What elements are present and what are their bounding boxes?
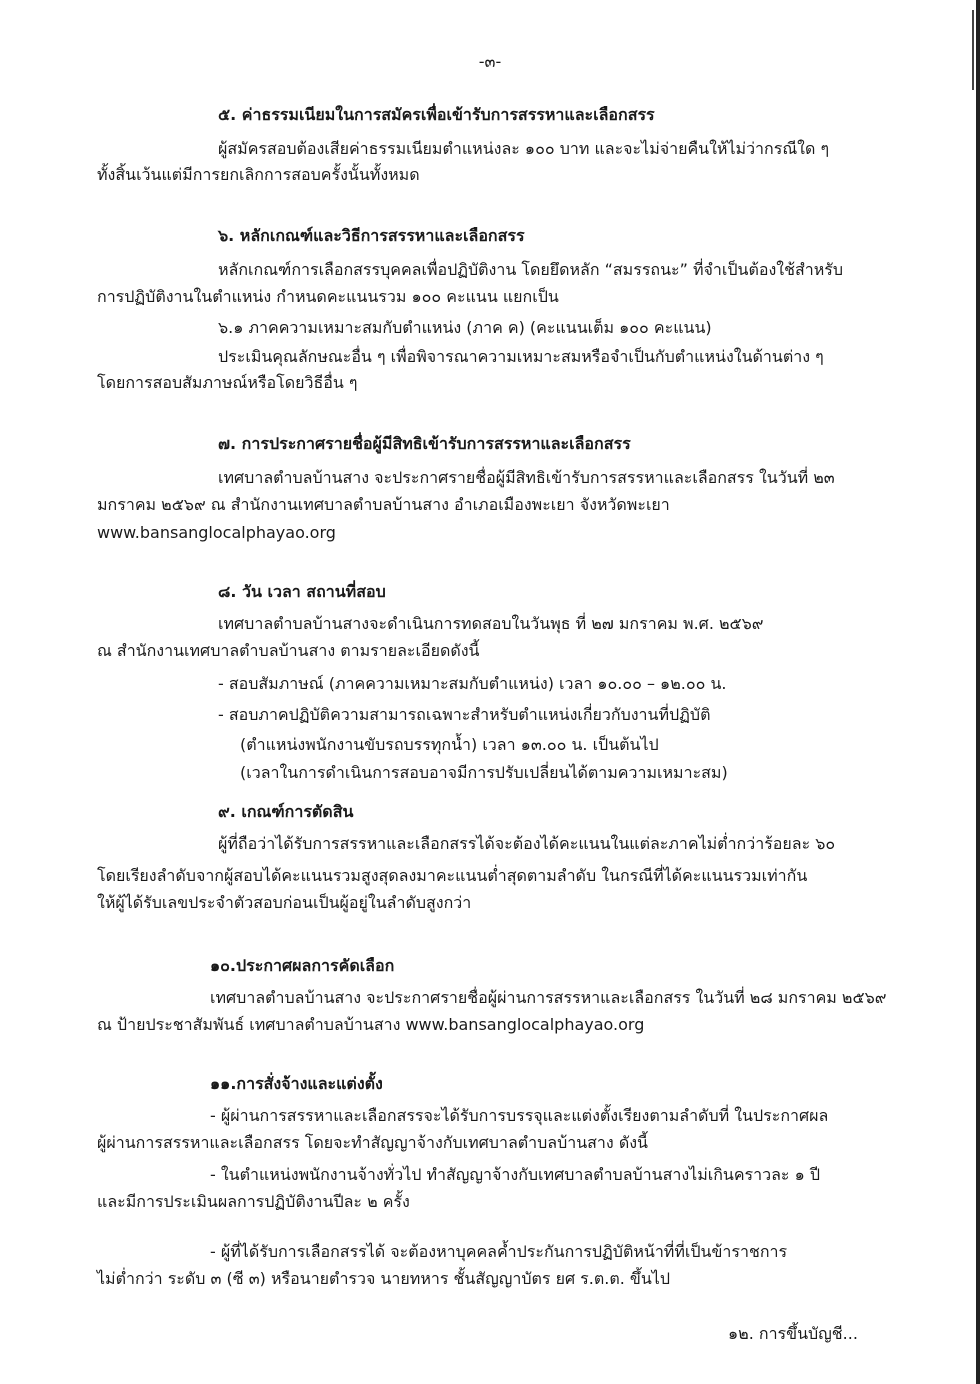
section-9-line: โดยเรียงลำดับจากผู้สอบได้คะแนนรวมสูงสุดลงมาคะแนนต่ำสุดตามลำดับ ในกรณีที่ได้คะแนนรวมเท่ากัน [97,866,808,885]
section-11-line: ผู้ผ่านการสรรหาและเลือกสรร โดยจะทำสัญญาจ้างกับเทศบาลตำบลบ้านสาง ดังนี้ [97,1133,648,1152]
section-6-line: ประเมินคุณลักษณะอื่น ๆ เพื่อพิจารณาความเหมาะสมหรือจำเป็นกับตำแหน่งในด้านต่าง ๆ [218,347,824,366]
section-11-bullet: - ผู้ที่ได้รับการเลือกสรรได้ จะต้องหาบุคคลค้ำประกันการปฏิบัติหน้าที่ที่เป็นข้าราชการ [210,1242,788,1261]
section-11-heading: ๑๑.การสั่งจ้างและแต่งตั้ง [210,1074,383,1093]
section-8-note: (เวลาในการดำเนินการสอบอาจมีการปรับเปลี่ยนได้ตามความเหมาะสม) [240,763,728,782]
section-6-heading: ๖. หลักเกณฑ์และวิธีการสรรหาและเลือกสรร [218,226,525,245]
section-8-heading: ๘. วัน เวลา สถานที่สอบ [218,582,386,601]
section-10-heading: ๑๐.ประกาศผลการคัดเลือก [210,956,395,975]
scan-edge-mark [972,10,974,90]
section-11-bullet: - ผู้ผ่านการสรรหาและเลือกสรรจะได้รับการบรรจุและแต่งตั้งเรียงตามลำดับที่ ในประกาศผล [210,1106,829,1125]
section-11-bullet: - ในตำแหน่งพนักงานจ้างทั่วไป ทำสัญญาจ้างกับเทศบาลตำบลบ้านสางไม่เกินคราวละ ๑ ปี [210,1165,820,1184]
section-7-line: เทศบาลตำบลบ้านสาง จะประกาศรายชื่อผู้มีสิทธิเข้ารับการสรรหาและเลือกสรร ในวันที่ ๒๓ [218,468,835,487]
section-6-subitem: ๖.๑ ภาคความเหมาะสมกับตำแหน่ง (ภาค ค) (คะแนนเต็ม ๑๐๐ คะแนน) [218,318,712,337]
section-9-line: ผู้ที่ถือว่าได้รับการสรรหาและเลือกสรรได้จะต้องได้คะแนนในแต่ละภาคไม่ต่ำกว่าร้อยละ ๖๐ [218,834,836,853]
section-5-line: ทั้งสิ้นเว้นแต่มีการยกเลิกการสอบครั้งนั้นทั้งหมด [97,165,420,184]
section-8-bullet: - สอบสัมภาษณ์ (ภาคความเหมาะสมกับตำแหน่ง) เวลา ๑๐.๐๐ – ๑๒.๐๐ น. [218,674,727,693]
section-6-line: หลักเกณฑ์การเลือกสรรบุคคลเพื่อปฏิบัติงาน โดยยึดหลัก “สมรรถนะ” ที่จำเป็นต้องใช้สำหรับ [218,260,843,279]
section-5-heading: ๕. ค่าธรรมเนียมในการสมัครเพื่อเข้ารับการสรรหาและเลือกสรร [218,105,655,124]
section-8-line: เทศบาลตำบลบ้านสางจะดำเนินการทดสอบในวันพุธ ที่ ๒๗ มกราคม พ.ศ. ๒๕๖๙ [218,614,764,633]
section-7-heading: ๗. การประกาศรายชื่อผู้มีสิทธิเข้ารับการสรรหาและเลือกสรร [218,434,631,453]
section-8-bullet: - สอบภาคปฏิบัติความสามารถเฉพาะสำหรับตำแหน่งเกี่ยวกับงานที่ปฏิบัติ [218,705,711,724]
section-11-line: และมีการประเมินผลการปฏิบัติงานปีละ ๒ ครั้ง [97,1192,410,1211]
section-5-line: ผู้สมัครสอบต้องเสียค่าธรรมเนียมตำแหน่งละ ๑๐๐ บาท และจะไม่จ่ายคืนให้ไม่ว่ากรณีใด ๆ [218,139,830,158]
section-6-line: โดยการสอบสัมภาษณ์หรือโดยวิธีอื่น ๆ [97,373,358,392]
next-page-continuation: ๑๒. การขึ้นบัญชี... [728,1324,858,1343]
section-7-line: มกราคม ๒๕๖๙ ณ สำนักงานเทศบาลตำบลบ้านสาง อำเภอเมืองพะเยา จังหวัดพะเยา [97,495,670,514]
section-6-line: การปฏิบัติงานในตำแหน่ง กำหนดคะแนนรวม ๑๐๐ คะแนน แยกเป็น [97,287,559,306]
section-11-line: ไม่ต่ำกว่า ระดับ ๓ (ซี ๓) หรือนายตำรวจ นายทหาร ชั้นสัญญาบัตร ยศ ร.ต.ต. ขึ้นไป [97,1269,670,1288]
section-10-line: เทศบาลตำบลบ้านสาง จะประกาศรายชื่อผู้ผ่านการสรรหาและเลือกสรร ในวันที่ ๒๘ มกราคม ๒๕๖๙ [210,988,887,1007]
section-9-heading: ๙. เกณฑ์การตัดสิน [218,802,354,821]
section-8-line: (ตำแหน่งพนักงานขับรถบรรทุกน้ำ) เวลา ๑๓.๐๐ น. เป็นต้นไป [240,735,659,754]
section-7-url: www.bansanglocalphayao.org [97,523,336,542]
page-number: -๓- [478,52,502,71]
section-8-line: ณ สำนักงานเทศบาลตำบลบ้านสาง ตามรายละเอียดดังนี้ [97,641,480,660]
section-10-line: ณ ป้ายประชาสัมพันธ์ เทศบาลตำบลบ้านสาง www.bansanglocalphayao.org [97,1015,645,1034]
section-9-line: ให้ผู้ได้รับเลขประจำตัวสอบก่อนเป็นผู้อยู่ในลำดับสูงกว่า [97,893,472,912]
scan-edge [976,0,980,1384]
